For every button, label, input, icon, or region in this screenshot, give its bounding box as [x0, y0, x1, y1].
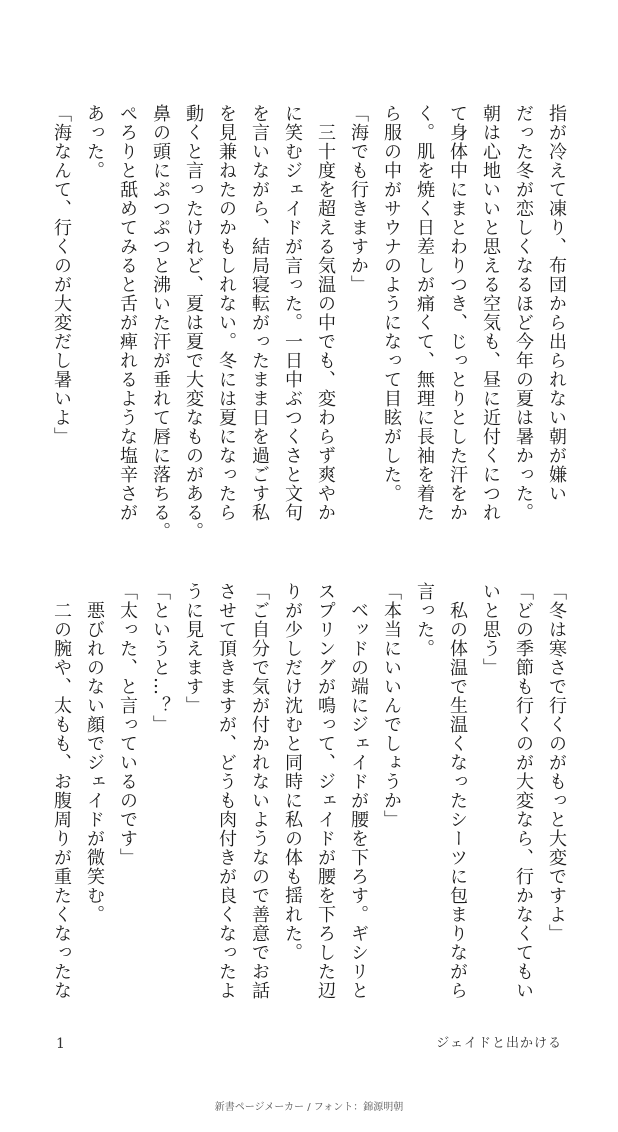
text-line: て身体中にまとわりつき、じっとりとした汗をか	[447, 104, 468, 522]
text-line: うに見えます」	[183, 582, 204, 715]
text-line: 言った。	[414, 582, 435, 658]
text-line: 「太った、と言っているのです」	[117, 582, 138, 867]
text-line: 悪びれのない顔でジェイドが微笑む。	[84, 582, 105, 924]
text-line: りが少しだけ沈むと同時に私の体も揺れた。	[282, 582, 303, 962]
text-line: 「本当にいいんでしょうか」	[381, 582, 402, 829]
credit-line: 新書ページメーカー / フォント：錦源明朝	[214, 1102, 404, 1113]
text-line: ベッドの端にジェイドが腰を下ろす。ギシリと	[348, 582, 369, 1000]
text-line: 「というと…？」	[150, 582, 171, 734]
text-line: させて頂きますが、どうも肉付きが良くなったよ	[216, 582, 237, 1000]
text-line: ら服の中がサウナのようになって目眩がした。	[381, 104, 402, 503]
text-line: 三十度を超える気温の中でも、変わらず爽やか	[315, 104, 336, 522]
text-line: 「冬は寒さで行くのがもっと大変ですよ」	[546, 582, 567, 943]
page-number: 1	[56, 1036, 65, 1052]
body-text-upper-tier	[51, 104, 573, 541]
running-title: ジェイドと出かける	[436, 1036, 562, 1051]
text-line: を言いながら、結局寝転がったまま日を過ごす私	[249, 104, 270, 522]
text-line: を見兼ねたのかもしれない。冬には夏になったら	[216, 104, 237, 522]
text-line: 「海でも行きますか」	[348, 104, 369, 294]
text-line: 「海なんて、行くのが大変だし暑いよ」	[51, 104, 72, 446]
text-line: に笑むジェイドが言った。一日中ぶつくさと文句	[282, 104, 303, 522]
body-text-lower-tier	[51, 582, 573, 1000]
text-line: 私の体温で生温くなったシーツに包まりながら	[447, 582, 468, 1000]
text-line: ぺろりと舐めてみると舌が痺れるような塩辛さが	[117, 104, 138, 522]
text-line: 鼻の頭にぷつぷつと沸いた汗が垂れて唇に落ちる。	[150, 104, 171, 541]
text-line: く。肌を焼く日差しが痛くて、無理に長袖を着た	[414, 104, 435, 522]
text-line: 「ご自分で気が付かれないようなので善意でお話	[249, 582, 270, 1000]
text-line: 指が冷えて凍り、布団から出られない朝が嫌い	[546, 104, 567, 503]
text-line: 二の腕や、太もも、お腹周りが重たくなったな	[51, 582, 72, 1000]
text-line: だった冬が恋しくなるほど今年の夏は暑かった。	[513, 104, 534, 522]
text-line: あった。	[84, 104, 105, 180]
text-line: いと思う」	[480, 582, 501, 677]
text-line: スプリングが鳴って、ジェイドが腰を下ろした辺	[315, 582, 336, 1000]
text-line: 「どの季節も行くのが大変なら、行かなくてもい	[513, 582, 534, 1000]
text-line: 動くと言ったけれど、夏は夏で大変なものがある。	[183, 104, 204, 541]
text-line: 朝は心地いいと思える空気も、昼に近付くにつれ	[480, 104, 501, 522]
